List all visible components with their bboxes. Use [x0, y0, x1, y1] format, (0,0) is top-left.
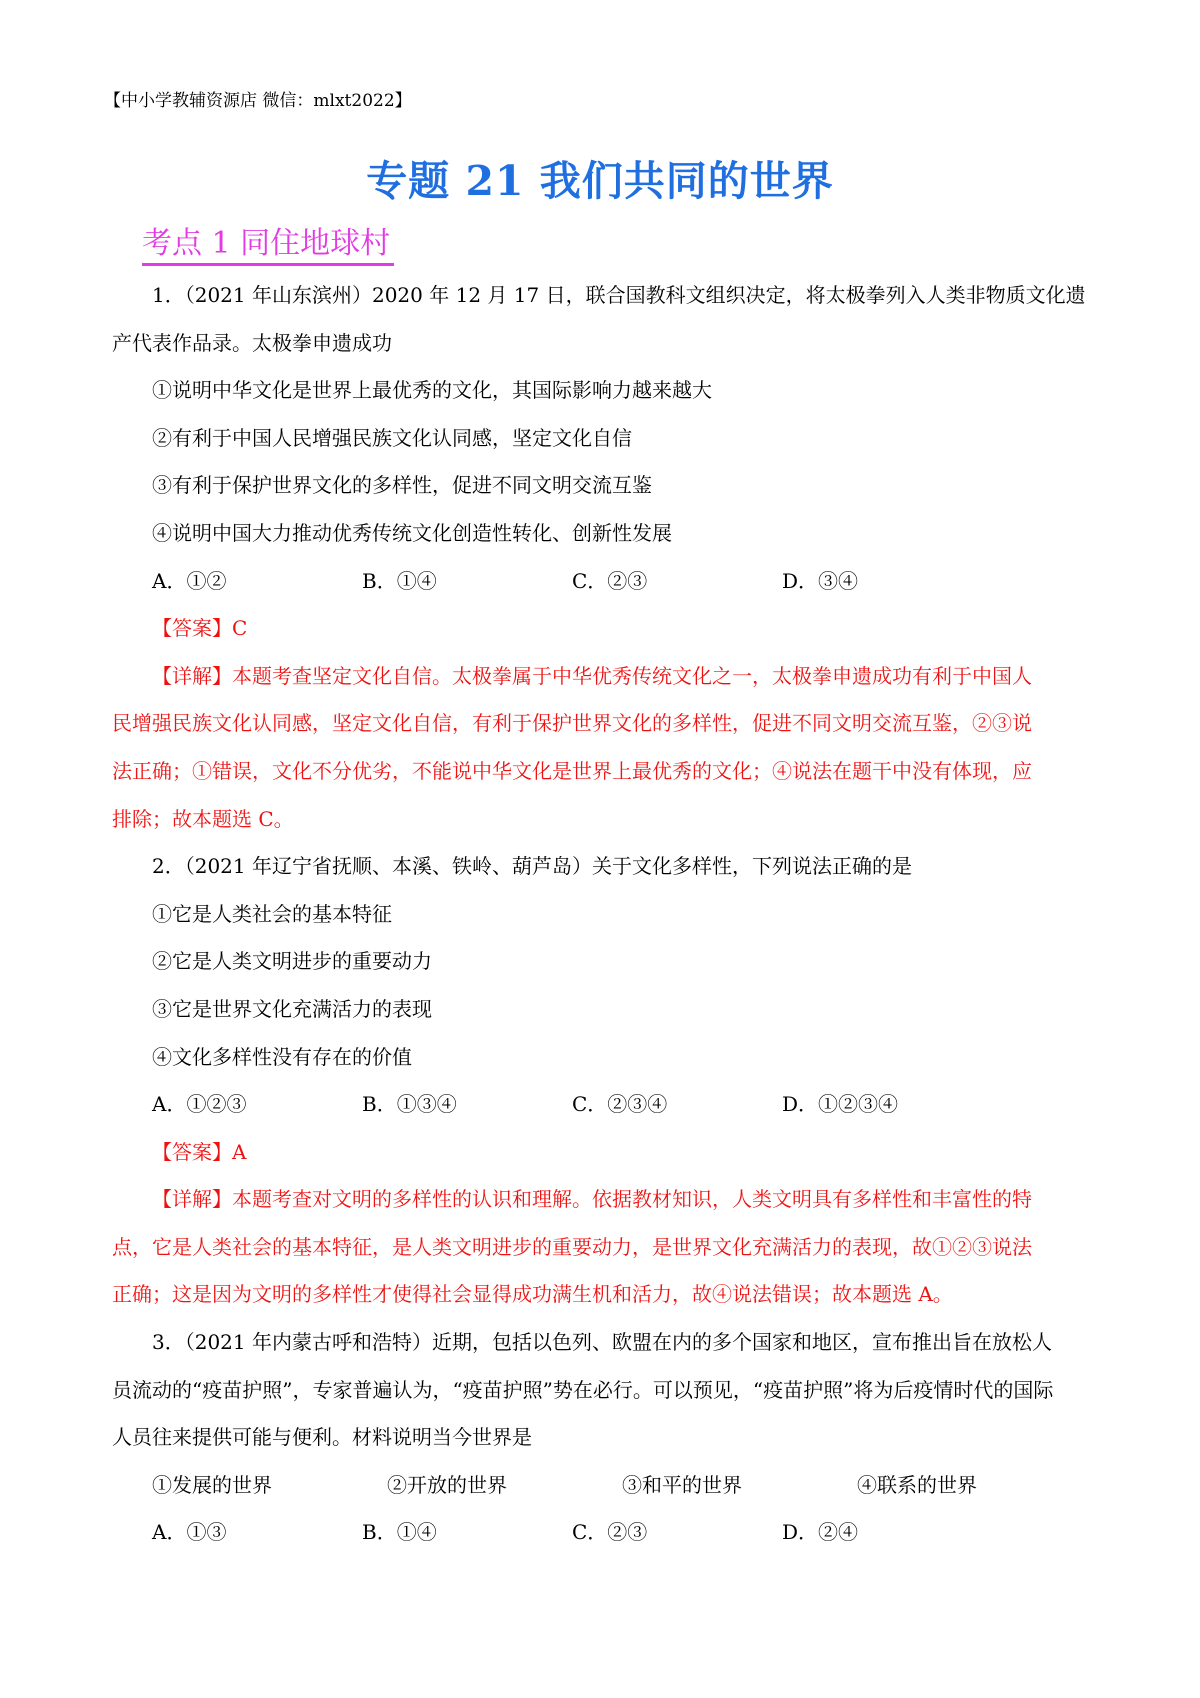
q2-statement-3: ③它是世界文化充满活力的表现 [152, 996, 432, 1021]
q1-option-b: B．①④ [362, 568, 437, 593]
q1-detail-line-4: 排除；故本题选 C。 [112, 806, 294, 831]
q1-statement-4: ④说明中国大力推动优秀传统文化创造性转化、创新性发展 [152, 520, 672, 545]
q1-detail-line-3: 法正确；①错误，文化不分优劣，不能说中华文化是世界上最优秀的文化；④说法在题干中没有体现，应 [112, 758, 1032, 783]
q2-detail-line-3: 正确；这是因为文明的多样性才使得社会显得成功满生机和活力，故④说法错误；故本题选 A。 [112, 1282, 953, 1307]
q3-option-a: A．①③ [152, 1520, 227, 1545]
q1-answer: 【答案】C [152, 616, 248, 641]
q2-detail-line-1: 【详解】本题考查对文明的多样性的认识和理解。依据教材知识，人类文明具有多样性和丰富性的特 [152, 1187, 1032, 1212]
q3-stem-line-3: 人员往来提供可能与便利。材料说明当今世界是 [112, 1425, 532, 1450]
q3-stem-line-2: 员流动的“疫苗护照”，专家普遍认为，“疫苗护照”势在必行。可以预见，“疫苗护照”将为后疫情时代的国际 [112, 1377, 1054, 1402]
page-title: 专题 21 我们共同的世界 [366, 157, 834, 205]
q2-detail-line-2: 点，它是人类社会的基本特征，是人类文明进步的重要动力，是世界文化充满活力的表现，故①②③说法 [112, 1234, 1032, 1259]
q1-statement-2: ②有利于中国人民增强民族文化认同感，坚定文化自信 [152, 425, 632, 450]
q2-option-b: B．①③④ [362, 1092, 457, 1117]
q1-stem-line-1: 1．（2021 年山东滨州）2020 年 12 月 17 日，联合国教科文组织决定，将太极拳列入人类非物质文化遗 [152, 283, 1086, 307]
q1-stem-line-2: 产代表作品录。太极拳申遗成功 [112, 330, 392, 355]
q1-option-a: A．①② [152, 568, 227, 593]
q3-options [112, 1515, 1096, 1563]
q1-options [112, 564, 1096, 612]
q3-statements [112, 1468, 1096, 1516]
q3-stem-line-1: 3．（2021 年内蒙古呼和浩特）近期，包括以色列、欧盟在内的多个国家和地区，宣布推出旨在放松人 [152, 1330, 1052, 1355]
q1-statement-1: ①说明中华文化是世界上最优秀的文化，其国际影响力越来越大 [152, 378, 712, 403]
q2-statement-2: ②它是人类文明进步的重要动力 [152, 949, 432, 974]
q2-option-d: D．①②③④ [782, 1092, 899, 1117]
q2-stem-line-1: 2．（2021 年辽宁省抚顺、本溪、铁岭、葫芦岛）关于文化多样性，下列说法正确的是 [152, 854, 912, 879]
q1-statement-3: ③有利于保护世界文化的多样性，促进不同文明交流互鉴 [152, 473, 652, 498]
q1-option-d: D．③④ [782, 568, 859, 593]
question-content [112, 278, 1096, 1563]
q1-option-c: C．②③ [572, 568, 648, 593]
q3-statement-4: ④联系的世界 [857, 1472, 977, 1497]
header-note: 【中小学教辅资源店 微信：mlxt2022】 [104, 91, 412, 111]
q2-option-a: A．①②③ [152, 1092, 247, 1117]
q3-statement-3: ③和平的世界 [622, 1472, 742, 1497]
q2-options [112, 1087, 1096, 1135]
q3-option-c: C．②③ [572, 1520, 648, 1545]
q3-option-b: B．①④ [362, 1520, 437, 1545]
q3-statement-2: ②开放的世界 [387, 1472, 507, 1497]
q1-detail-line-1: 【详解】本题考查坚定文化自信。太极拳属于中华优秀传统文化之一，太极拳申遗成功有利于中国人 [152, 663, 1032, 688]
q3-option-d: D．②④ [782, 1520, 859, 1545]
q2-statement-1: ①它是人类社会的基本特征 [152, 901, 392, 926]
topic-heading: 考点 1 同住地球村 [142, 218, 394, 266]
q2-option-c: C．②③④ [572, 1092, 668, 1117]
q2-answer: 【答案】A [152, 1139, 247, 1164]
q2-statement-4: ④文化多样性没有存在的价值 [152, 1044, 412, 1069]
q1-detail-line-2: 民增强民族文化认同感，坚定文化自信，有利于保护世界文化的多样性，促进不同文明交流互鉴，②③说 [112, 711, 1032, 736]
q3-statement-1: ①发展的世界 [152, 1472, 272, 1497]
